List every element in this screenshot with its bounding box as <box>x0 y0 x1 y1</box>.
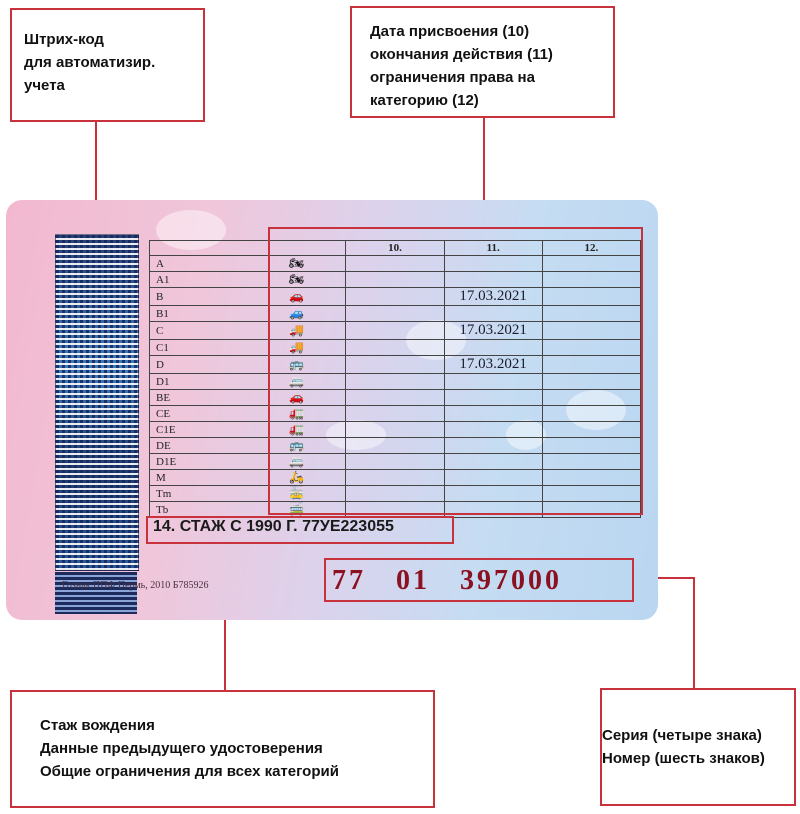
table-header-cell: 10. <box>346 241 444 256</box>
serial-number: 77 01 397000 <box>332 565 562 596</box>
light-truck-icon: 🚚 <box>248 340 346 356</box>
callout-line: для автоматизир. <box>24 54 156 71</box>
category-label: D1E <box>150 454 248 470</box>
minibus-icon: 🚐 <box>248 374 346 390</box>
barcode-callout <box>10 8 205 122</box>
dates-callout <box>350 6 615 118</box>
category-label: B1 <box>150 306 248 322</box>
light-truck-trailer-icon: 🚛 <box>248 422 346 438</box>
category-label: CE <box>150 406 248 422</box>
table-header-cell: 12. <box>542 241 640 256</box>
tram-icon: 🚋 <box>248 486 346 502</box>
date-cell-col11: 17.03.2021 <box>444 322 542 340</box>
truck-icon: 🚚 <box>248 322 346 340</box>
experience-frame <box>146 516 454 544</box>
trolleybus-icon: 🚎 <box>248 502 346 518</box>
callout-line: ограничения права на <box>370 69 535 86</box>
table-header-cell: 11. <box>444 241 542 256</box>
motorcycle-icon: 🏍 <box>248 256 346 272</box>
car-trailer-icon: 🚗 <box>248 390 346 406</box>
callout-line: Данные предыдущего удостоверения <box>40 740 323 757</box>
category-label: A <box>150 256 248 272</box>
callout-line: Штрих-код <box>24 31 104 48</box>
category-label: C <box>150 322 248 340</box>
quad-icon: 🚙 <box>248 306 346 322</box>
barcode-stripes <box>55 572 137 614</box>
serial-frame <box>324 558 634 602</box>
category-label: B <box>150 288 248 306</box>
license-card <box>6 200 658 620</box>
bus-icon: 🚌 <box>248 356 346 374</box>
category-label: Tb <box>150 502 248 518</box>
date-cell-col11: 17.03.2021 <box>444 288 542 306</box>
bus-trailer-icon: 🚌 <box>248 438 346 454</box>
printer-imprint: Гознак ППФ Пермь, 2010 Б785926 <box>62 580 209 591</box>
callout-line: Стаж вождения <box>40 717 155 734</box>
callout-line: Серия (четыре знака) <box>602 727 762 744</box>
category-label: C1 <box>150 340 248 356</box>
experience-callout <box>10 690 435 808</box>
barcode-image <box>55 234 139 571</box>
dates-frame <box>268 227 643 515</box>
category-label: DE <box>150 438 248 454</box>
category-label: M <box>150 470 248 486</box>
category-label: A1 <box>150 272 248 288</box>
callout-line: Номер (шесть знаков) <box>602 750 765 767</box>
experience-line: 14. СТАЖ С 1990 Г. 77УЕ223055 <box>153 518 394 535</box>
callout-line: учета <box>24 77 65 94</box>
date-cell-col11: 17.03.2021 <box>444 356 542 374</box>
truck-trailer-icon: 🚛 <box>248 406 346 422</box>
category-label: BE <box>150 390 248 406</box>
callout-line: категорию (12) <box>370 92 479 109</box>
category-label: Tm <box>150 486 248 502</box>
minibus-trailer-icon: 🚐 <box>248 454 346 470</box>
light-motorcycle-icon: 🏍 <box>248 272 346 288</box>
serial-leader-v <box>693 577 695 688</box>
category-label: D <box>150 356 248 374</box>
callout-line: окончания действия (11) <box>370 46 553 63</box>
serial-callout <box>600 688 796 806</box>
callout-line: Общие ограничения для всех категорий <box>40 763 339 780</box>
category-label: D1 <box>150 374 248 390</box>
car-icon: 🚗 <box>248 288 346 306</box>
moped-icon: 🛵 <box>248 470 346 486</box>
category-label: C1E <box>150 422 248 438</box>
callout-line: Дата присвоения (10) <box>370 23 530 40</box>
